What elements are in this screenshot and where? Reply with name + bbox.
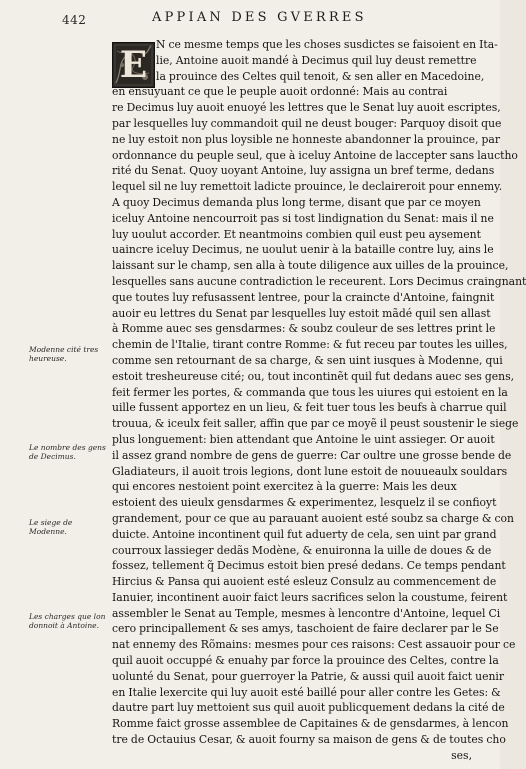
- text-line: plus longuement: bien attendant que Antoine le uint assieger. Or auoit: [112, 432, 495, 446]
- text-line: chemin de l'Italie, tirant contre Romme: & fut receu par toutes les uilles,: [112, 338, 508, 352]
- text-line: estoit tresheureuse cité; ou, tout incontinẽt quil fut dedans auec ses gens,: [112, 369, 515, 383]
- text-line: ses,: [451, 748, 472, 762]
- margin-note-charges: Les charges que lon donnoit à Antoine.: [29, 612, 106, 630]
- text-line: courroux lassieger dedãs Modène, & enuironna la uille de doues & de: [112, 543, 492, 557]
- text-line: N ce mesme temps que les choses susdictes se faisoient en Ita-: [156, 38, 498, 51]
- text-line: ne luy estoit non plus loysible ne honneste abandonner la prouince, par: [112, 132, 501, 146]
- text-line: Gladiateurs, il auoit trois legions, dont lune estoit de nouueaulx souldars: [112, 464, 508, 478]
- text-line: uaincre iceluy Decimus, ne uoulut uenir à la bataille contre luy, ains le: [112, 243, 494, 257]
- margin-note-nombre: Le nombre des gens de Decimus.: [29, 443, 106, 461]
- text-line: uolunté du Senat, pour guerroyer la Patrie, & aussi quil auoit faict uenir: [112, 669, 505, 683]
- text-line: qui encores nestoient point exercitez à la guerre: Mais les deux: [112, 480, 457, 494]
- text-line: auoir eu lettres du Senat par lesquelles luy estoit mãdé quil sen allast: [112, 306, 491, 320]
- text-line: Hircius & Pansa qui auoient esté esleuz Consulz au commencement de: [112, 575, 497, 589]
- text-line: à Romme auec ses gensdarmes: & soubz couleur de ses lettres print le: [112, 322, 496, 336]
- text-line: par lesquelles luy commandoit quil ne deust bouger: Parquoy disoit que: [112, 116, 502, 130]
- page-number: 442: [62, 13, 87, 27]
- text-line: comme sen retournant de sa charge, & sen uint iusques à Modenne, qui: [112, 353, 503, 367]
- text-line: la prouince des Celtes quil tenoit, & sen aller en Macedoine,: [156, 69, 485, 83]
- text-line: dautre part luy mettoient sus quil auoit publicquement dedans la cité de: [112, 701, 505, 715]
- body-text: [112, 37, 526, 764]
- text-line: ordonnance du peuple seul, que à iceluy Antoine de laccepter sans lauctho: [112, 148, 518, 162]
- text-line: lesquelles sans aucune contradiction le receurent. Lors Decimus craingnant: [112, 274, 526, 288]
- text-line: trouua, & iceulx feit saller, affin que par ce moyẽ il peust soustenir le siege: [112, 417, 519, 431]
- text-line: rité du Senat. Quoy uoyant Antoine, luy assigna un bref terme, dedans: [112, 164, 495, 178]
- text-line: en ensuyuant ce que le peuple auoit ordonné: Mais au contrai: [112, 85, 448, 99]
- drop-cap-letter: E: [119, 44, 148, 86]
- text-line: lie, Antoine auoit mandé à Decimus quil luy deust remettre: [156, 53, 477, 67]
- text-line: feit fermer les portes, & commanda que tous les uiures qui estoient en la: [112, 385, 508, 399]
- text-line: Ianuier, incontinent auoir faict leurs sacrifices selon la coustume, feirent: [112, 590, 508, 604]
- text-line: que toutes luy refusassent lentree, pour la craincte d'Antoine, faingnit: [112, 290, 495, 304]
- text-line: laissant sur le champ, sen alla à toute diligence aux uilles de la prouince,: [112, 259, 509, 273]
- margin-note-modenne: Modenne cité tres heureuse.: [29, 345, 99, 363]
- text-line: il assez grand nombre de gens de guerre: Car oultre une grosse bende de: [112, 448, 512, 462]
- text-line: A quoy Decimus demanda plus long terme, disant que par ce moyen: [112, 195, 481, 209]
- text-line: tre de Octauius Cesar, & auoit fourny sa maison de gens & de toutes cho: [112, 733, 506, 747]
- text-line: grandement, pour ce que au parauant auoient esté soubz sa charge & con: [112, 511, 515, 525]
- text-line: assembler le Senat au Temple, mesmes à lencontre d'Antoine, lequel Ci: [112, 606, 501, 620]
- text-line: uille fussent apportez en un lieu, & feit tuer tous les beufs à charrue quil: [112, 401, 507, 415]
- text-line: cero principallement & ses amys, taschoient de faire declarer par le Se: [112, 622, 499, 636]
- text-line: lequel sil ne luy remettoit ladicte prouince, le declaireroit pour ennemy.: [112, 180, 503, 194]
- text-line: nat ennemy des Rõmains: mesmes pour ces raisons: Cest assauoir pour ce: [112, 638, 516, 652]
- text-line: iceluy Antoine nencourroit pas si tost lindignation du Senat: mais il ne: [112, 211, 494, 225]
- page-header: [0, 7, 500, 29]
- running-head: APPIAN DES GVERRES: [152, 10, 367, 25]
- text-line: quil auoit occuppé & enuahy par force la prouince des Celtes, contre la: [112, 654, 499, 668]
- text-line: luy uoulut accorder. Et neantmoins combien quil eust peu aysement: [112, 227, 481, 241]
- text-line: estoient des uieulx gensdarmes & experimentez, lesquelz il se confioyt: [112, 496, 497, 510]
- text-line: duicte. Antoine incontinent quil fut aduerty de cela, sen uint par grand: [112, 527, 497, 541]
- text-line: fossez, tellement q̃ Decimus estoit bien presé dedans. Ce temps pendant: [112, 559, 506, 573]
- text-line: en Italie lexercite qui luy auoit esté baillé pour aller contre les Getes: &: [112, 685, 501, 699]
- margin-note-siege: Le siege de Modenne.: [29, 518, 73, 536]
- text-line: re Decimus luy auoit enuoyé les lettres que le Senat luy auoit escriptes,: [112, 101, 501, 115]
- text-line: Romme faict grosse assemblee de Capitaines & de gensdarmes, à lencon: [112, 717, 509, 731]
